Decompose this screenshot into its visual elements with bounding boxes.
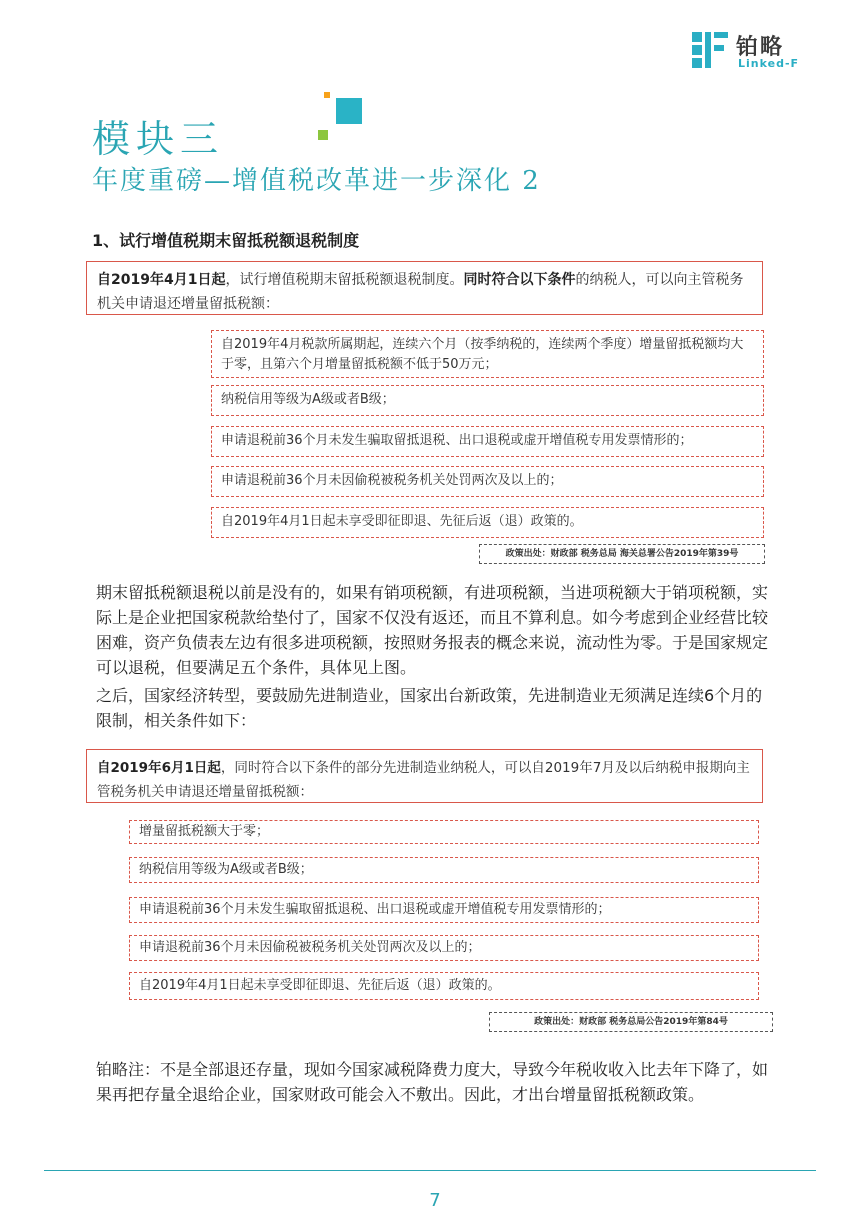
module-subtitle: 年度重磅—增值税改革进一步深化 2 (92, 166, 541, 196)
policy-box-1-date: 自2019年4月1日起 (97, 272, 226, 288)
condition-1-5: 自2019年4月1日起未享受即征即退、先征后返（退）政策的。 (211, 507, 764, 538)
page-number: 7 (429, 1190, 441, 1211)
decor-square-blue (336, 98, 362, 124)
condition-1-3: 申请退税前36个月未发生骗取留抵退税、出口退税或虚开增值税专用发票情形的； (211, 426, 764, 457)
decor-square-orange (324, 92, 330, 98)
policy-box-1-emphasis: 同时符合以下条件 (463, 272, 576, 288)
condition-2-3: 申请退税前36个月未发生骗取留抵退税、出口退税或虚开增值税专用发票情形的； (129, 897, 759, 923)
condition-2-1: 增量留抵税额大于零； (129, 820, 759, 844)
explanation-paragraph-1: 期末留抵税额退税以前是没有的，如果有销项税额，有进项税额，当进项税额大于销项税额，实际上是企业把国家税款给垫付了，国家不仅没有返还，而且不算利息。如今考虑到企业经营比较困难，资产负债表左边有很多进项税额，按照财务报表的概念来说，流动性为零。于是国家规定可以退税，但要满足五个条件，具体见上图。 (96, 583, 769, 677)
section-heading: 1、试行增值税期末留抵税额退税制度 (92, 231, 360, 250)
policy-box-2 (86, 749, 763, 803)
condition-2-2: 纳税信用等级为A级或者B级； (129, 857, 759, 883)
condition-2-4: 申请退税前36个月未因偷税被税务机关处罚两次及以上的； (129, 935, 759, 961)
policy-box-1-text1: ，试行增值税期末留抵税额退税制度。 (225, 272, 464, 288)
policy-source-2: 政策出处：财政部 税务总局公告2019年第84号 (489, 1012, 773, 1032)
decor-square-green (318, 130, 328, 140)
author-note: 铂略注：不是全部退还存量，现如今国家减税降费力度大，导致今年税收收入比去年下降了，如果再把存量全退给企业，国家财政可能会入不敷出。因此，才出台增量留抵税额政策。 (96, 1060, 769, 1104)
policy-box-2-date: 自2019年6月1日起 (97, 760, 221, 776)
explanation-paragraph-2: 之后，国家经济转型，要鼓励先进制造业，国家出台新政策，先进制造业无须满足连续6个月的限制，相关条件如下： (96, 686, 763, 730)
brand-subname: Linked-F (738, 57, 800, 70)
policy-box-1 (86, 261, 763, 315)
brand-name: 铂略 (736, 35, 785, 60)
footer-divider (44, 1170, 816, 1171)
condition-1-1: 自2019年4月税款所属期起，连续六个月（按季纳税的，连续两个季度）增量留抵税额均大于零，且第六个月增量留抵税额不低于50万元； (211, 330, 764, 378)
policy-source-1: 政策出处：财政部 税务总局 海关总署公告2019年第39号 (479, 544, 765, 564)
condition-1-4: 申请退税前36个月未因偷税被税务机关处罚两次及以上的； (211, 466, 764, 497)
linked-f-logo-icon (692, 32, 728, 68)
policy-box-1-text2: 的纳税人，可以向主管税务机关申请退还增量留抵税额： (97, 272, 744, 312)
brand-logo (692, 30, 812, 74)
condition-2-5: 自2019年4月1日起未享受即征即退、先征后返（退）政策的。 (129, 972, 759, 1000)
condition-1-2: 纳税信用等级为A级或者B级； (211, 385, 764, 416)
module-title: 模块三 (92, 117, 225, 161)
policy-box-2-text: ，同时符合以下条件的部分先进制造业纳税人，可以自2019年7月及以后纳税申报期向主管税务机关申请退还增量留抵税额： (97, 760, 750, 800)
